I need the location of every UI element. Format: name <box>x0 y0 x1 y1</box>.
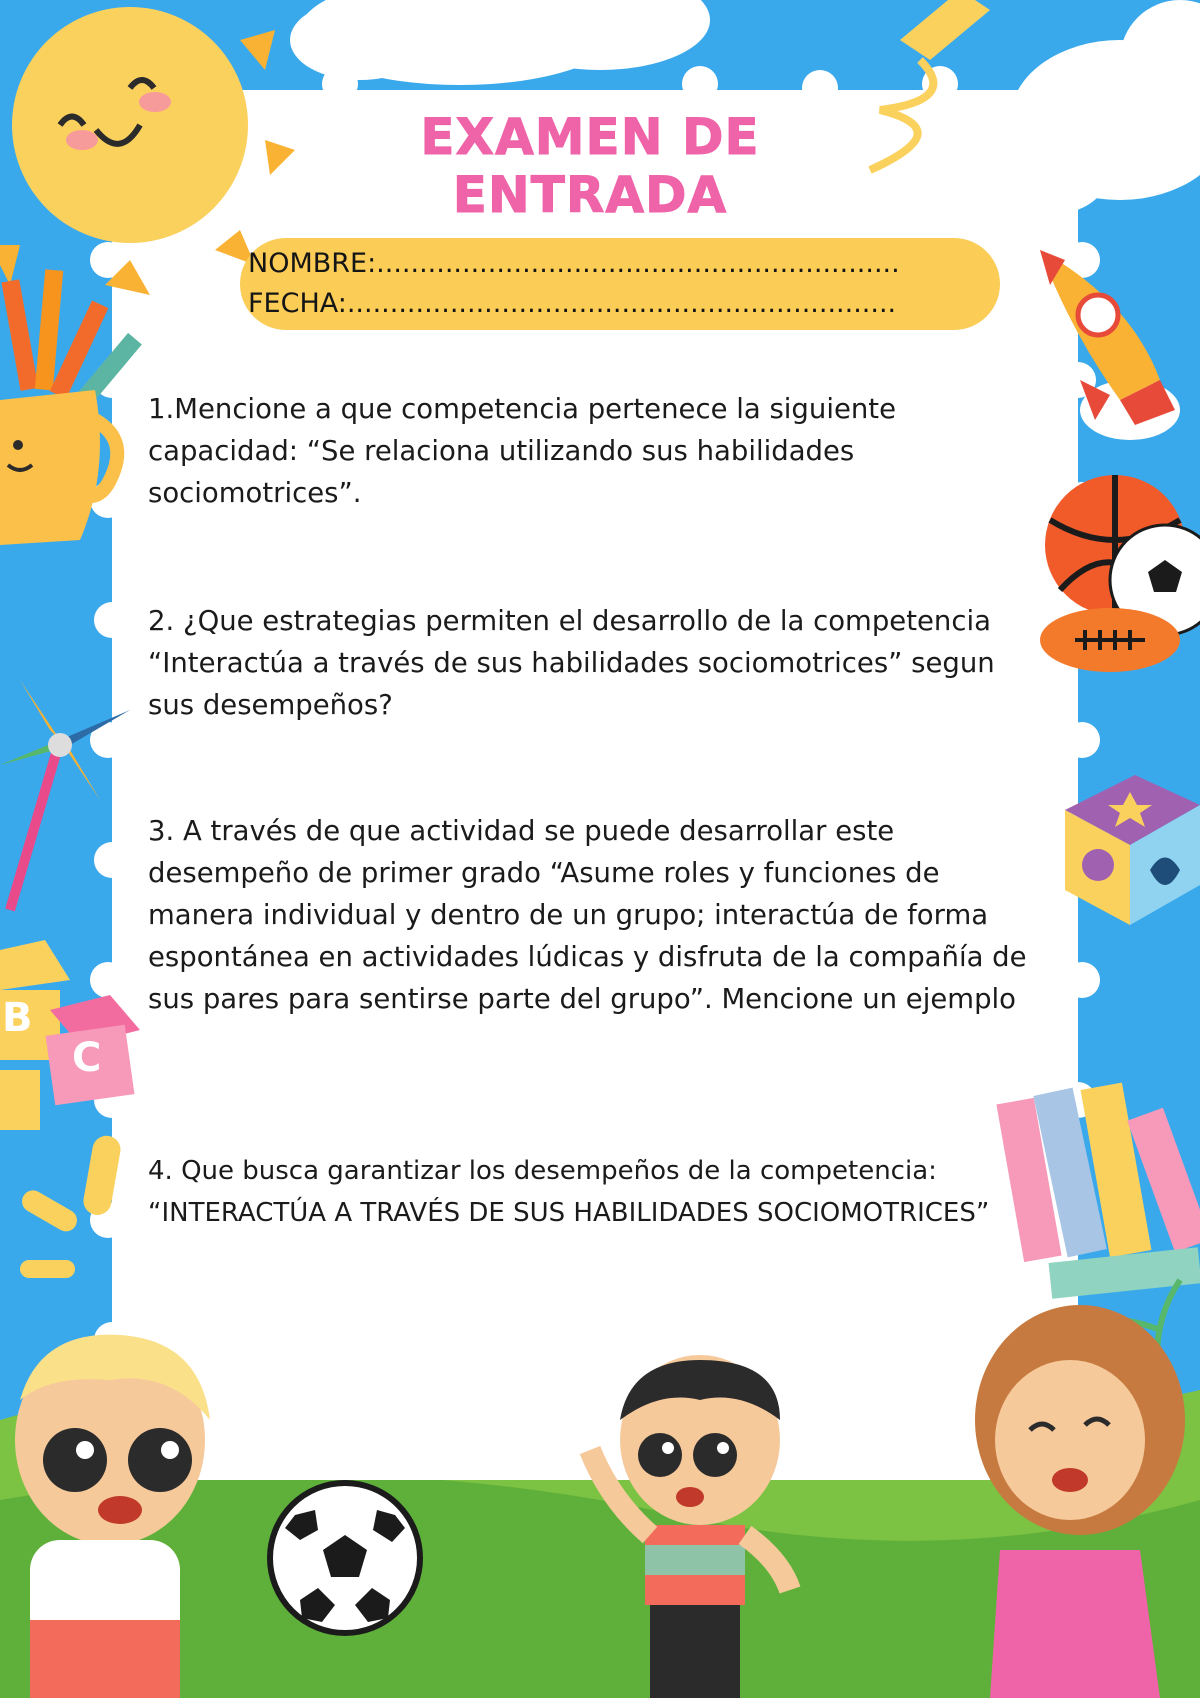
question-4: 4. Que busca garantizar los desempeños de la competencia: “INTERACTÚA A TRAVÉS DE SUS HABILIDADES SOCIOMOTRICES” <box>148 1156 990 1228</box>
question-1: 1.Mencione a que competencia pertenece la siguiente capacidad: “Se relaciona utilizando sus habilidades sociomotrices”. <box>148 393 897 509</box>
name-field[interactable]: NOMBRE:............................................................. <box>248 248 900 279</box>
page-title: EXAMEN DE ENTRADA <box>420 108 760 224</box>
letter-block-b-label: B <box>2 995 33 1041</box>
question-2: 2. ¿Que estrategias permiten el desarrollo de la competencia “Interactúa a través de sus habilidades sociomotrices” segun sus desempeños? <box>148 605 995 721</box>
letter-block-c-label: C <box>72 1035 102 1081</box>
date-field[interactable]: FECHA:................................................................ <box>248 288 897 319</box>
soccer-ball-illustration <box>270 1483 420 1633</box>
question-3: 3. A través de que actividad se puede desarrollar este desempeño de primer grado “Asume roles y funciones de manera individual y dentro de un grupo; interactúa de forma espontánea en actividades lúdicas y disfruta de la compañía de sus pares para sentirse parte del grupo”. Mencione un ejemplo <box>148 815 1027 1015</box>
